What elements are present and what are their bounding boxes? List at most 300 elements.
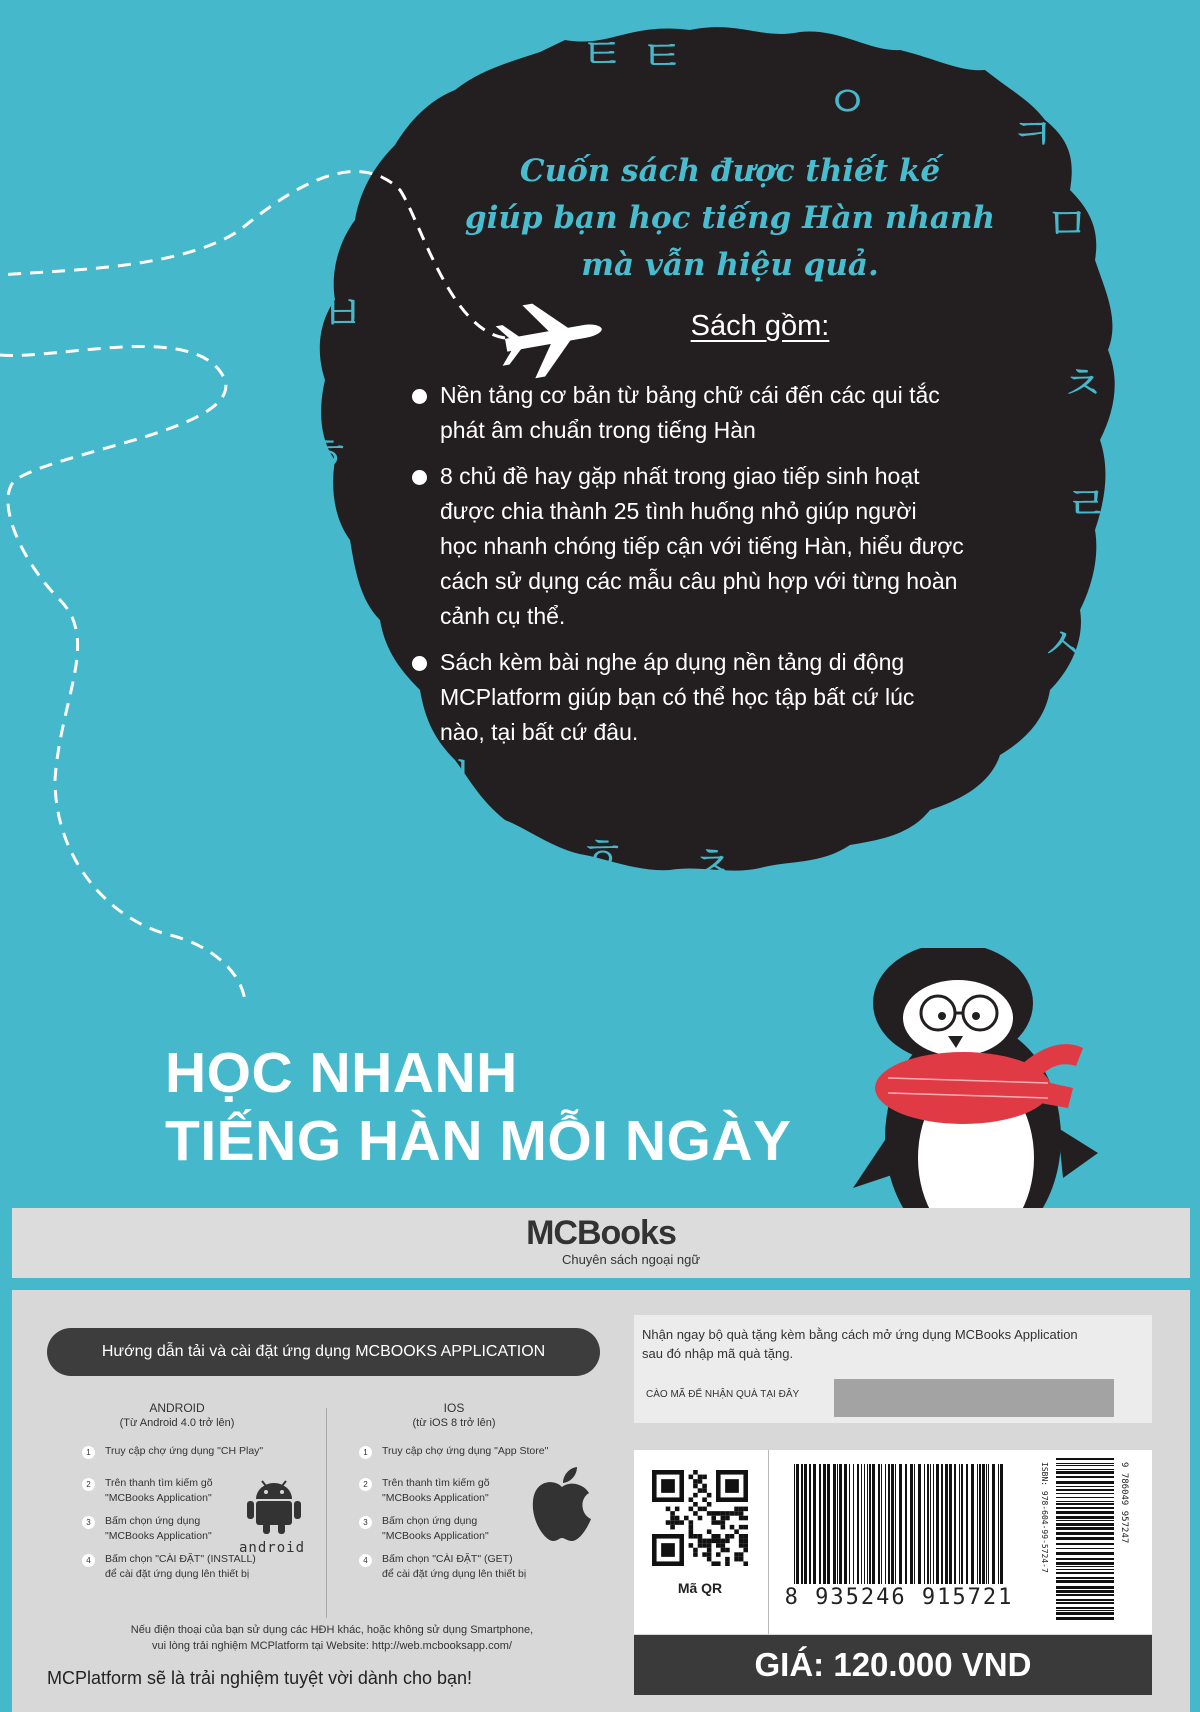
slogan: MCPlatform sẽ là trải nghiệm tuyệt vời dành cho bạn! xyxy=(47,1668,473,1688)
qr-module xyxy=(670,1525,675,1530)
glyph: ㅌ xyxy=(580,27,625,81)
qr-module xyxy=(698,1479,703,1484)
android-subtitle: (Từ Android 4.0 trở lên) xyxy=(119,1417,235,1429)
barcode-bar xyxy=(986,1464,987,1584)
barcode-bar xyxy=(885,1464,886,1584)
barcode-bar xyxy=(891,1464,894,1584)
feature-line: MCPlatform giúp bạn có thể học tập bất cứ lúc xyxy=(440,684,915,710)
qr-module xyxy=(734,1557,739,1562)
isbn-bar xyxy=(1056,1566,1114,1567)
android-title: ANDROID xyxy=(149,1401,205,1415)
barcode-bar xyxy=(936,1464,939,1584)
feature-item xyxy=(412,645,1112,750)
qr-module xyxy=(693,1548,698,1553)
step-text: Trên thanh tìm kiếm gõ xyxy=(105,1477,213,1489)
column-divider xyxy=(326,1408,327,1618)
isbn-barcode xyxy=(1034,1458,1134,1628)
qr-module xyxy=(693,1470,698,1475)
qr-module xyxy=(739,1539,744,1544)
isbn-bar xyxy=(1056,1552,1114,1555)
isbn-bar xyxy=(1056,1489,1114,1491)
qr-module xyxy=(721,1548,726,1553)
qr-module xyxy=(693,1493,698,1498)
gift-code-box xyxy=(634,1315,1152,1423)
ios-step xyxy=(364,1444,584,1459)
isbn-bar xyxy=(1056,1607,1114,1609)
publisher-tagline: Chuyên sách ngoại ngữ xyxy=(561,1252,701,1267)
barcode-box xyxy=(634,1450,1152,1634)
step-text: Trên thanh tìm kiếm gõ xyxy=(382,1477,490,1489)
qr-module xyxy=(716,1552,721,1557)
isbn-bar xyxy=(1056,1543,1114,1545)
qr-module xyxy=(716,1543,721,1548)
guide-header: Hướng dẫn tải và cài đặt ứng dụng MCBOOKS APPLICATION xyxy=(47,1328,600,1376)
intro-line: Cuốn sách được thiết kế xyxy=(519,153,941,189)
barcode-bar xyxy=(905,1464,907,1584)
qr-module xyxy=(711,1516,716,1521)
qr-module xyxy=(743,1516,748,1521)
isbn-bar xyxy=(1056,1577,1114,1579)
step-text: để cài đặt ứng dụng lên thiết bị xyxy=(382,1568,527,1580)
info-panel xyxy=(12,1290,1190,1712)
qr-module xyxy=(702,1488,707,1493)
qr-module xyxy=(725,1557,730,1562)
isbn-label: ISBN: 978-604-99-5724-7 xyxy=(1040,1462,1049,1573)
barcode-bar xyxy=(867,1464,868,1584)
feature-line: được chia thành 25 tình huống nhỏ giúp người xyxy=(440,498,917,524)
step-number: 1 xyxy=(82,1446,95,1459)
android-icon xyxy=(244,1475,304,1535)
qr-module xyxy=(689,1529,694,1534)
step-text: Bấm chọn "CÀI ĐẶT" (INSTALL) xyxy=(105,1553,256,1565)
qr-module xyxy=(721,1539,726,1544)
ios-step xyxy=(364,1552,584,1582)
book-title-line-2: TIẾNG HÀN MỖI NGÀY xyxy=(165,1109,792,1173)
isbn-bar xyxy=(1056,1469,1114,1470)
glyph: ㅅ xyxy=(1040,617,1085,671)
glyph: ㅊ xyxy=(1060,357,1105,411)
isbn-bar xyxy=(1056,1516,1114,1519)
code-label: CÀO MÃ ĐỂ NHẬN QUÀ TẠI ĐÂY xyxy=(646,1389,800,1400)
qr-module xyxy=(707,1557,712,1562)
barcode-bar xyxy=(927,1464,929,1584)
intro-text xyxy=(440,148,1020,289)
qr-module xyxy=(679,1520,684,1525)
barcode-bar xyxy=(959,1464,960,1584)
isbn-bar xyxy=(1056,1458,1114,1460)
barcode-bar xyxy=(941,1464,943,1584)
feature-line: học nhanh chóng tiếp cận với tiếng Hàn, hiểu được xyxy=(440,533,964,559)
qr-module xyxy=(707,1552,712,1557)
price-bar: GIÁ: 120.000 VND xyxy=(634,1635,1152,1695)
qr-module xyxy=(730,1511,735,1516)
ios-title: IOS xyxy=(443,1401,465,1415)
qr-module xyxy=(743,1561,748,1566)
step-number: 1 xyxy=(359,1446,372,1459)
qr-module xyxy=(743,1507,748,1512)
step-number: 2 xyxy=(359,1478,372,1491)
qr-module xyxy=(721,1520,726,1525)
feature-item xyxy=(412,459,1112,634)
qr-module xyxy=(702,1539,707,1544)
qr-module xyxy=(707,1493,712,1498)
qr-module xyxy=(698,1475,703,1480)
qr-module xyxy=(670,1511,675,1516)
barcode-bar xyxy=(971,1464,974,1584)
gift-line: sau đó nhập mã quà tặng. xyxy=(642,1346,794,1361)
qr-module xyxy=(702,1475,707,1480)
qr-module xyxy=(739,1525,744,1530)
note-line: vui lòng trải nghiệm MCPlatform tại Website: http://web.mcbooksapp.com/ xyxy=(152,1640,512,1652)
qr-module xyxy=(725,1534,730,1539)
step-text: "MCBooks Application" xyxy=(105,1530,212,1542)
barcode-bar xyxy=(895,1464,896,1584)
barcode-bar xyxy=(949,1464,952,1584)
isbn-bar xyxy=(1056,1471,1114,1474)
isbn-bar xyxy=(1056,1594,1114,1596)
qr-module xyxy=(725,1561,730,1566)
glyph: ㅂ xyxy=(320,287,365,341)
barcode-bar xyxy=(844,1464,847,1584)
qr-module xyxy=(666,1520,671,1525)
qr-module xyxy=(689,1507,694,1512)
barcode-bar xyxy=(878,1464,880,1584)
step-text: "MCBooks Application" xyxy=(105,1492,212,1504)
isbn-bar xyxy=(1056,1562,1114,1565)
barcode-bar xyxy=(809,1464,811,1584)
qr-module xyxy=(693,1484,698,1489)
qr-module xyxy=(670,1516,675,1521)
qr-module xyxy=(693,1534,698,1539)
feature-line: 8 chủ đề hay gặp nhất trong giao tiếp sinh hoạt xyxy=(440,463,920,489)
qr-module xyxy=(711,1511,716,1516)
qr-module xyxy=(689,1497,694,1502)
qr-module xyxy=(675,1516,680,1521)
qr-module xyxy=(725,1479,739,1493)
qr-module xyxy=(739,1543,744,1548)
qr-module xyxy=(689,1543,694,1548)
barcode-bar xyxy=(881,1464,882,1584)
intro-line: giúp bạn học tiếng Hàn nhanh xyxy=(464,200,996,236)
barcode-bar xyxy=(924,1464,925,1584)
qr-module xyxy=(698,1488,703,1493)
qr-module xyxy=(739,1507,744,1512)
qr-module xyxy=(716,1561,721,1566)
feature-list xyxy=(412,378,1112,761)
qr-module xyxy=(711,1561,716,1566)
qr-module xyxy=(707,1502,712,1507)
step-text: "MCBooks Application" xyxy=(382,1492,489,1504)
feature-line: Nền tảng cơ bản từ bảng chữ cái đến các qui tắc xyxy=(440,382,940,408)
barcode-bar xyxy=(801,1464,803,1584)
barcode-bar xyxy=(872,1464,875,1584)
barcode-bar xyxy=(804,1464,807,1584)
qr-module xyxy=(725,1539,730,1544)
qr-module xyxy=(689,1525,694,1530)
isbn-bar xyxy=(1056,1599,1114,1601)
qr-module xyxy=(721,1511,726,1516)
step-text: Truy cập chợ ứng dụng "App Store" xyxy=(382,1445,549,1457)
ios-column xyxy=(363,1400,644,1580)
qr-module xyxy=(725,1548,730,1553)
qr-module xyxy=(739,1516,744,1521)
qr-module xyxy=(725,1516,730,1521)
barcode-bar xyxy=(869,1464,871,1584)
qr-module xyxy=(698,1507,703,1512)
qr-label: Mã QR xyxy=(677,1580,723,1596)
glyph: ㅂ xyxy=(430,747,475,801)
isbn-bar xyxy=(1056,1602,1114,1604)
barcode-bar xyxy=(861,1464,862,1584)
barcode-bar xyxy=(857,1464,859,1584)
qr-module xyxy=(721,1543,726,1548)
qr-module xyxy=(666,1507,671,1512)
isbn-bar xyxy=(1056,1612,1114,1615)
barcode-bar xyxy=(992,1464,995,1584)
bullet-icon xyxy=(412,389,427,404)
glyph: ㅍ xyxy=(300,577,345,631)
isbn-bar xyxy=(1056,1586,1114,1589)
qr-module xyxy=(734,1552,739,1557)
step-number: 4 xyxy=(82,1554,95,1567)
qr-module xyxy=(739,1534,744,1539)
isbn-bar xyxy=(1056,1572,1114,1574)
qr-module xyxy=(693,1502,698,1507)
gift-text xyxy=(642,1325,1147,1363)
step-number: 3 xyxy=(82,1516,95,1529)
qr-module xyxy=(743,1543,748,1548)
qr-module xyxy=(675,1520,680,1525)
barcode-bar xyxy=(837,1464,838,1584)
qr-module xyxy=(707,1529,712,1534)
qr-module xyxy=(670,1520,675,1525)
glyph: ㅁ xyxy=(1045,197,1090,251)
glyph: ㅎ xyxy=(305,427,350,481)
qr-module xyxy=(707,1548,712,1553)
gift-line: Nhận ngay bộ quà tặng kèm bằng cách mở ứng dụng MCBooks Application xyxy=(642,1327,1078,1342)
qr-module xyxy=(707,1539,712,1544)
barcode-bar xyxy=(988,1464,989,1584)
step-text: Bấm chọn "CÀI ĐẶT" (GET) xyxy=(382,1553,513,1565)
barcode-bar xyxy=(954,1464,956,1584)
qr-module xyxy=(711,1534,716,1539)
qr-module xyxy=(716,1534,721,1539)
feature-line: cách sử dụng các mẫu câu phù hợp với từng hoàn xyxy=(440,568,958,594)
glyph: ㅎ xyxy=(580,827,625,881)
note-line: Nếu điện thoại của bạn sử dụng các HĐH khác, hoặc không sử dụng Smartphone, xyxy=(130,1624,534,1636)
qr-module xyxy=(743,1539,748,1544)
android-step xyxy=(87,1444,307,1459)
qr-module xyxy=(698,1539,703,1544)
isbn-bar xyxy=(1056,1617,1114,1620)
barcode-bar xyxy=(796,1464,799,1584)
qr-module xyxy=(739,1557,744,1562)
barcode-bar xyxy=(864,1464,865,1584)
feature-line: Sách kèm bài nghe áp dụng nền tảng di động xyxy=(440,649,905,675)
qr-module xyxy=(734,1529,739,1534)
barcode-bar xyxy=(918,1464,921,1584)
qr-module xyxy=(698,1534,703,1539)
barcode-bar xyxy=(945,1464,948,1584)
ean-barcode xyxy=(794,1464,1009,1596)
barcode-bar xyxy=(853,1464,854,1584)
qr-module xyxy=(711,1520,716,1525)
glyph: ㅋ xyxy=(1010,107,1055,161)
qr-module xyxy=(693,1552,698,1557)
barcode-bar xyxy=(888,1464,890,1584)
barcode-bar xyxy=(961,1464,963,1584)
barcode-digits: 8 935246 915721 xyxy=(784,1585,1014,1610)
qr-module xyxy=(730,1534,735,1539)
qr-module xyxy=(689,1520,694,1525)
qr-module xyxy=(734,1511,739,1516)
isbn-bar xyxy=(1056,1527,1114,1530)
step-text: để cài đặt ứng dụng lên thiết bị xyxy=(105,1568,250,1580)
qr-module xyxy=(702,1484,707,1489)
isbn-bar xyxy=(1056,1520,1114,1521)
barcode-bar xyxy=(966,1464,968,1584)
qr-module xyxy=(702,1543,707,1548)
qr-module xyxy=(675,1507,680,1512)
qr-module xyxy=(702,1507,707,1512)
isbn-bar xyxy=(1056,1523,1114,1526)
barcode-bar xyxy=(998,1464,999,1584)
qr-module xyxy=(702,1497,707,1502)
feature-line: cảnh cụ thể. xyxy=(440,603,566,629)
ios-subtitle: (từ iOS 8 trở lên) xyxy=(412,1417,496,1429)
intro-line: mà vẫn hiệu quả. xyxy=(581,247,879,283)
qr-module xyxy=(661,1479,675,1493)
isbn-bar xyxy=(1056,1465,1114,1466)
step-text: Truy cập chợ ứng dụng "CH Play" xyxy=(105,1445,264,1457)
qr-module xyxy=(661,1543,675,1557)
barcode-bar xyxy=(930,1464,931,1584)
qr-module xyxy=(725,1511,730,1516)
isbn-bar xyxy=(1056,1511,1114,1514)
qr-module xyxy=(721,1516,726,1521)
isbn-bar xyxy=(1056,1503,1114,1505)
bullet-icon xyxy=(412,470,427,485)
android-wordmark: android xyxy=(239,1540,306,1556)
qr-module xyxy=(716,1539,721,1544)
glyph: ㅇ xyxy=(825,75,870,129)
scratch-code-field[interactable] xyxy=(834,1379,1114,1417)
qr-module xyxy=(716,1520,721,1525)
isbn-bar xyxy=(1056,1532,1114,1535)
barcode-bar xyxy=(813,1464,816,1584)
qr-code[interactable] xyxy=(652,1470,748,1566)
qr-module xyxy=(739,1511,744,1516)
step-text: Bấm chọn ứng dụng xyxy=(105,1515,201,1527)
step-text: "MCBooks Application" xyxy=(382,1530,489,1542)
apple-icon xyxy=(527,1465,597,1545)
qr-module xyxy=(743,1548,748,1553)
barcode-bar xyxy=(979,1464,981,1584)
isbn-bar xyxy=(1056,1476,1114,1478)
qr-module xyxy=(716,1511,721,1516)
isbn-bar xyxy=(1056,1486,1114,1487)
qr-module xyxy=(684,1516,689,1521)
qr-module xyxy=(707,1511,712,1516)
isbn-bar xyxy=(1056,1507,1114,1509)
android-column xyxy=(86,1400,367,1580)
qr-module xyxy=(693,1511,698,1516)
isbn-bar xyxy=(1056,1501,1114,1502)
qr-separator xyxy=(768,1450,769,1634)
step-number: 2 xyxy=(82,1478,95,1491)
barcode-bar xyxy=(794,1464,795,1584)
feature-line: nào, tại bất cứ đâu. xyxy=(440,719,639,745)
glyph: ㅌ xyxy=(640,29,685,83)
qr-module xyxy=(698,1543,703,1548)
glyph: ㅊ xyxy=(690,837,735,891)
features-heading: Sách gồm: xyxy=(690,310,830,342)
barcode-bar xyxy=(819,1464,821,1584)
isbn-bar xyxy=(1056,1610,1114,1611)
qr-module xyxy=(707,1543,712,1548)
qr-module xyxy=(693,1479,698,1484)
isbn-bar xyxy=(1056,1558,1114,1560)
step-text: Bấm chọn ứng dụng xyxy=(382,1515,478,1527)
isbn-bar xyxy=(1056,1493,1114,1494)
isbn-bar xyxy=(1056,1481,1114,1484)
barcode-bar xyxy=(823,1464,826,1584)
book-title-line-1: HỌC NHANH xyxy=(165,1041,518,1105)
barcode-bar xyxy=(899,1464,902,1584)
barcode-bar xyxy=(1000,1464,1003,1584)
glyph: ㄹ xyxy=(1065,477,1110,531)
bullet-icon xyxy=(412,656,427,671)
qr-module xyxy=(711,1539,716,1544)
qr-module xyxy=(730,1525,735,1530)
other-os-note xyxy=(52,1622,612,1654)
qr-module xyxy=(689,1475,694,1480)
barcode-bar xyxy=(933,1464,934,1584)
step-number: 4 xyxy=(359,1554,372,1567)
feature-item xyxy=(412,378,1112,448)
qr-module xyxy=(689,1534,694,1539)
isbn-bar xyxy=(1056,1497,1114,1498)
qr-module xyxy=(698,1516,703,1521)
isbn-bar xyxy=(1056,1580,1114,1583)
step-number: 3 xyxy=(359,1516,372,1529)
barcode-bar xyxy=(910,1464,913,1584)
qr-module xyxy=(743,1525,748,1530)
publisher-name: MCBooks xyxy=(526,1214,676,1252)
barcode-bar xyxy=(833,1464,836,1584)
qr-module xyxy=(721,1525,726,1530)
isbn-bar xyxy=(1056,1463,1114,1464)
barcode-bar xyxy=(982,1464,985,1584)
feature-line: phát âm chuẩn trong tiếng Hàn xyxy=(440,417,756,443)
isbn-digits: 9 786049 957247 xyxy=(1119,1462,1129,1544)
barcode-bar xyxy=(839,1464,842,1584)
isbn-bars xyxy=(1056,1458,1114,1620)
publisher-band xyxy=(12,1208,1190,1278)
isbn-bar xyxy=(1056,1590,1114,1593)
qr-module xyxy=(702,1552,707,1557)
isbn-bar xyxy=(1056,1548,1114,1549)
qr-module xyxy=(734,1507,739,1512)
barcode-bar xyxy=(849,1464,850,1584)
isbn-bar xyxy=(1056,1537,1114,1540)
barcode-bar xyxy=(977,1464,978,1584)
qr-module xyxy=(739,1552,744,1557)
qr-module xyxy=(743,1534,748,1539)
isbn-bar xyxy=(1056,1569,1114,1570)
barcode-bar xyxy=(827,1464,830,1584)
publisher-logo xyxy=(12,1214,1190,1267)
